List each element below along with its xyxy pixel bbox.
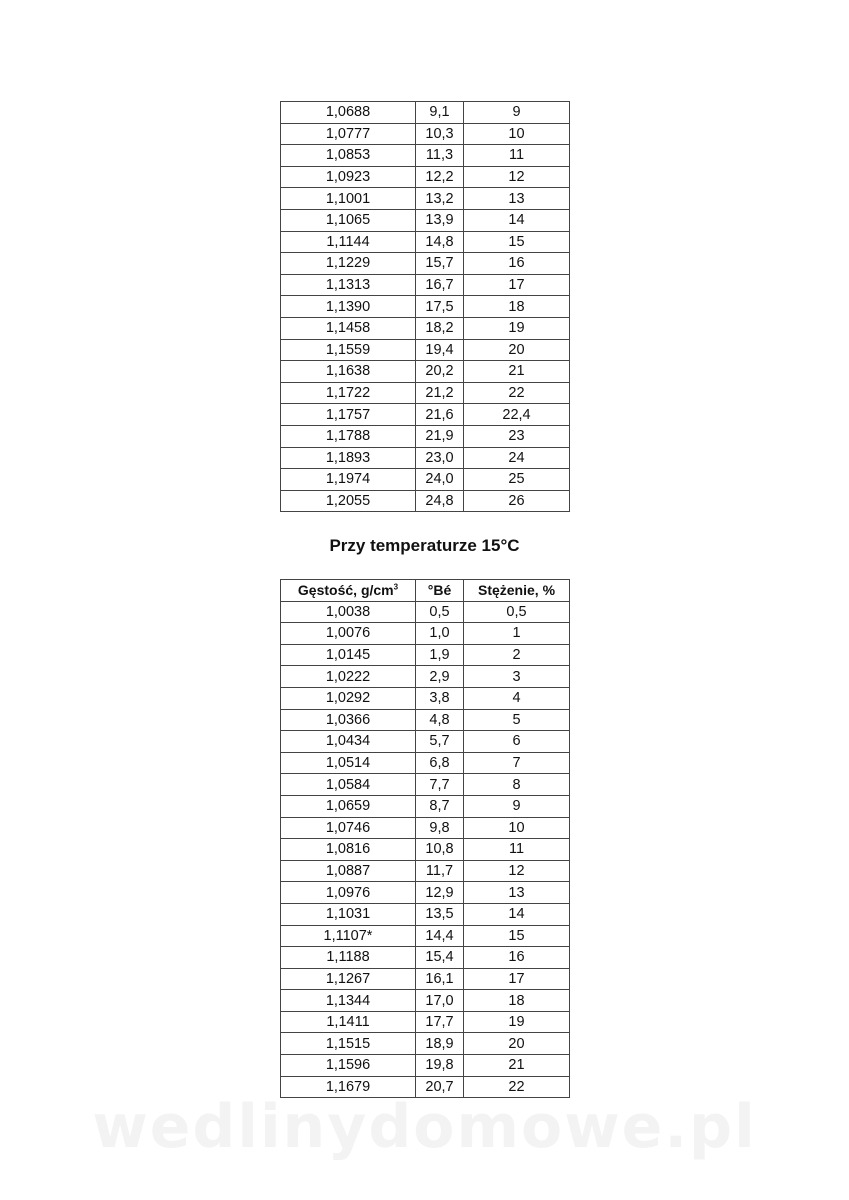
density-cell: 1,1188 <box>281 947 416 969</box>
concentration-cell: 16 <box>464 253 570 275</box>
density-table-upper <box>280 101 570 512</box>
concentration-cell: 10 <box>464 817 570 839</box>
table-row <box>281 123 570 145</box>
baume-cell: 14,4 <box>416 925 464 947</box>
baume-cell: 24,8 <box>416 490 464 512</box>
baume-cell: 7,7 <box>416 774 464 796</box>
table-row <box>281 666 570 688</box>
table-row <box>281 839 570 861</box>
concentration-cell: 21 <box>464 1055 570 1077</box>
density-cell: 1,0746 <box>281 817 416 839</box>
concentration-cell: 3 <box>464 666 570 688</box>
density-cell: 1,1267 <box>281 968 416 990</box>
density-cell: 1,1107* <box>281 925 416 947</box>
baume-cell: 20,2 <box>416 361 464 383</box>
density-cell: 1,1559 <box>281 339 416 361</box>
baume-cell: 18,9 <box>416 1033 464 1055</box>
baume-cell: 10,3 <box>416 123 464 145</box>
density-cell: 1,1001 <box>281 188 416 210</box>
table-row <box>281 990 570 1012</box>
concentration-cell: 11 <box>464 145 570 167</box>
concentration-cell: 22 <box>464 1076 570 1098</box>
baume-cell: 17,0 <box>416 990 464 1012</box>
section-title: Przy temperaturze 15°C <box>329 536 520 555</box>
density-cell: 1,1722 <box>281 382 416 404</box>
table-row <box>281 296 570 318</box>
concentration-cell: 14 <box>464 903 570 925</box>
table-row <box>281 490 570 512</box>
table-row <box>281 903 570 925</box>
baume-cell: 18,2 <box>416 317 464 339</box>
table-row <box>281 731 570 753</box>
concentration-cell: 9 <box>464 795 570 817</box>
baume-cell: 0,5 <box>416 601 464 623</box>
density-cell: 1,1144 <box>281 231 416 253</box>
density-cell: 1,1638 <box>281 361 416 383</box>
concentration-cell: 24 <box>464 447 570 469</box>
density-table-15c-body <box>281 601 570 1098</box>
table-row <box>281 447 570 469</box>
baume-cell: 15,4 <box>416 947 464 969</box>
concentration-cell: 21 <box>464 361 570 383</box>
table-row <box>281 752 570 774</box>
table-row <box>281 274 570 296</box>
concentration-cell: 4 <box>464 687 570 709</box>
density-cell: 1,1974 <box>281 469 416 491</box>
baume-cell: 9,8 <box>416 817 464 839</box>
density-cell: 1,0777 <box>281 123 416 145</box>
table-row <box>281 817 570 839</box>
concentration-cell: 22 <box>464 382 570 404</box>
density-cell: 1,1313 <box>281 274 416 296</box>
baume-cell: 21,9 <box>416 425 464 447</box>
baume-cell: 11,3 <box>416 145 464 167</box>
density-cell: 1,1788 <box>281 425 416 447</box>
concentration-cell: 19 <box>464 317 570 339</box>
density-cell: 1,0816 <box>281 839 416 861</box>
table-row <box>281 882 570 904</box>
baume-cell: 23,0 <box>416 447 464 469</box>
baume-cell: 11,7 <box>416 860 464 882</box>
baume-cell: 21,6 <box>416 404 464 426</box>
density-cell: 1,1411 <box>281 1011 416 1033</box>
concentration-cell: 20 <box>464 339 570 361</box>
baume-cell: 15,7 <box>416 253 464 275</box>
density-cell: 1,0222 <box>281 666 416 688</box>
baume-cell: 20,7 <box>416 1076 464 1098</box>
concentration-cell: 8 <box>464 774 570 796</box>
table-row <box>281 1011 570 1033</box>
density-cell: 1,1515 <box>281 1033 416 1055</box>
concentration-cell: 15 <box>464 925 570 947</box>
density-cell: 1,1596 <box>281 1055 416 1077</box>
concentration-cell: 17 <box>464 968 570 990</box>
table-row <box>281 709 570 731</box>
header-density-superscript: 3 <box>393 582 399 592</box>
concentration-cell: 15 <box>464 231 570 253</box>
baume-cell: 16,7 <box>416 274 464 296</box>
baume-cell: 8,7 <box>416 795 464 817</box>
density-cell: 1,0584 <box>281 774 416 796</box>
baume-cell: 10,8 <box>416 839 464 861</box>
concentration-cell: 12 <box>464 166 570 188</box>
table-row <box>281 687 570 709</box>
concentration-cell: 5 <box>464 709 570 731</box>
concentration-cell: 18 <box>464 990 570 1012</box>
density-cell: 1,0145 <box>281 644 416 666</box>
baume-cell: 5,7 <box>416 731 464 753</box>
baume-cell: 13,9 <box>416 209 464 231</box>
baume-cell: 3,8 <box>416 687 464 709</box>
concentration-cell: 7 <box>464 752 570 774</box>
concentration-cell: 16 <box>464 947 570 969</box>
density-cell: 1,1757 <box>281 404 416 426</box>
header-concentration: Stężenie, % <box>464 580 570 602</box>
table-header-row <box>281 580 570 602</box>
table-row <box>281 166 570 188</box>
table-row <box>281 339 570 361</box>
concentration-cell: 6 <box>464 731 570 753</box>
baume-cell: 12,2 <box>416 166 464 188</box>
density-table-15c <box>280 579 570 1098</box>
baume-cell: 14,8 <box>416 231 464 253</box>
concentration-cell: 10 <box>464 123 570 145</box>
header-baume: °Bé <box>416 580 464 602</box>
baume-cell: 12,9 <box>416 882 464 904</box>
table-row <box>281 145 570 167</box>
concentration-cell: 12 <box>464 860 570 882</box>
concentration-cell: 13 <box>464 882 570 904</box>
header-density <box>281 580 416 602</box>
table-row <box>281 231 570 253</box>
concentration-cell: 1 <box>464 623 570 645</box>
concentration-cell: 19 <box>464 1011 570 1033</box>
table-row <box>281 601 570 623</box>
baume-cell: 17,7 <box>416 1011 464 1033</box>
header-density-label: Gęstość, g/cm <box>297 582 394 599</box>
table-row <box>281 317 570 339</box>
table-row <box>281 209 570 231</box>
density-cell: 1,1893 <box>281 447 416 469</box>
concentration-cell: 23 <box>464 425 570 447</box>
density-cell: 1,1229 <box>281 253 416 275</box>
concentration-cell: 18 <box>464 296 570 318</box>
baume-cell: 19,4 <box>416 339 464 361</box>
table-row <box>281 382 570 404</box>
watermark: wedlinydomowe.pl <box>92 1092 757 1162</box>
density-cell: 1,1679 <box>281 1076 416 1098</box>
baume-cell: 1,0 <box>416 623 464 645</box>
density-cell: 1,0366 <box>281 709 416 731</box>
density-cell: 1,0923 <box>281 166 416 188</box>
baume-cell: 24,0 <box>416 469 464 491</box>
table-row <box>281 1055 570 1077</box>
table-row <box>281 188 570 210</box>
table-row <box>281 253 570 275</box>
baume-cell: 1,9 <box>416 644 464 666</box>
table-row <box>281 795 570 817</box>
concentration-cell: 20 <box>464 1033 570 1055</box>
table-row <box>281 1033 570 1055</box>
baume-cell: 13,5 <box>416 903 464 925</box>
table-row <box>281 361 570 383</box>
table-row <box>281 425 570 447</box>
table-row <box>281 947 570 969</box>
table-row <box>281 968 570 990</box>
concentration-cell: 22,4 <box>464 404 570 426</box>
table-row <box>281 925 570 947</box>
density-cell: 1,0434 <box>281 731 416 753</box>
baume-cell: 13,2 <box>416 188 464 210</box>
table-row <box>281 102 570 124</box>
concentration-cell: 2 <box>464 644 570 666</box>
concentration-cell: 25 <box>464 469 570 491</box>
density-cell: 1,1390 <box>281 296 416 318</box>
table-row <box>281 623 570 645</box>
density-cell: 1,0659 <box>281 795 416 817</box>
concentration-cell: 0,5 <box>464 601 570 623</box>
baume-cell: 6,8 <box>416 752 464 774</box>
table-row <box>281 404 570 426</box>
table-row <box>281 860 570 882</box>
baume-cell: 2,9 <box>416 666 464 688</box>
density-cell: 1,0976 <box>281 882 416 904</box>
density-cell: 1,0038 <box>281 601 416 623</box>
table-row <box>281 774 570 796</box>
density-cell: 1,1065 <box>281 209 416 231</box>
concentration-cell: 17 <box>464 274 570 296</box>
density-cell: 1,0514 <box>281 752 416 774</box>
density-cell: 1,0076 <box>281 623 416 645</box>
concentration-cell: 9 <box>464 102 570 124</box>
density-cell: 1,2055 <box>281 490 416 512</box>
baume-cell: 16,1 <box>416 968 464 990</box>
density-cell: 1,1031 <box>281 903 416 925</box>
table-row <box>281 644 570 666</box>
density-table-upper-body <box>281 102 570 512</box>
baume-cell: 17,5 <box>416 296 464 318</box>
concentration-cell: 26 <box>464 490 570 512</box>
baume-cell: 21,2 <box>416 382 464 404</box>
concentration-cell: 14 <box>464 209 570 231</box>
density-cell: 1,1458 <box>281 317 416 339</box>
density-cell: 1,0853 <box>281 145 416 167</box>
density-cell: 1,0688 <box>281 102 416 124</box>
density-cell: 1,0887 <box>281 860 416 882</box>
baume-cell: 4,8 <box>416 709 464 731</box>
density-cell: 1,1344 <box>281 990 416 1012</box>
baume-cell: 9,1 <box>416 102 464 124</box>
concentration-cell: 11 <box>464 839 570 861</box>
density-cell: 1,0292 <box>281 687 416 709</box>
concentration-cell: 13 <box>464 188 570 210</box>
baume-cell: 19,8 <box>416 1055 464 1077</box>
table-row <box>281 469 570 491</box>
